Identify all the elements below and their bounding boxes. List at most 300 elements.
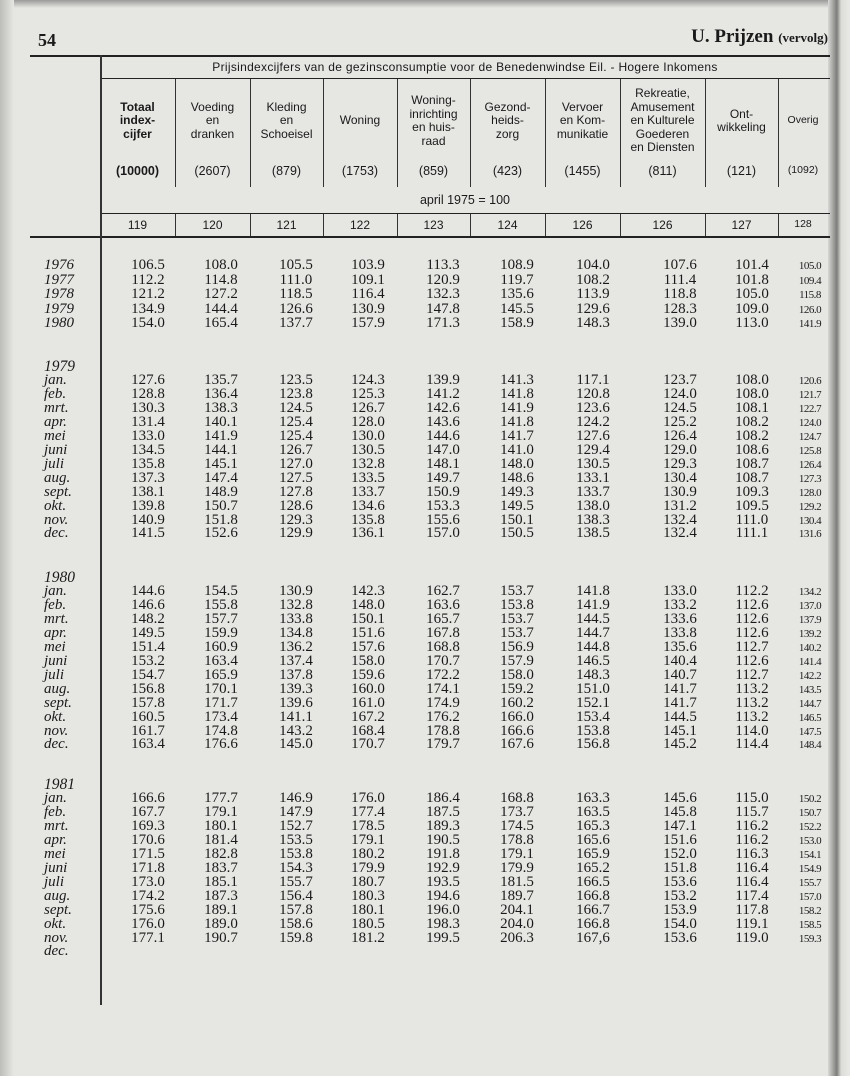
column-weight: (1455) [564,164,601,178]
table-cell: 119.0 [735,929,769,946]
table-cell: 126.7 [279,441,313,458]
table-cell: 166.7 [576,901,610,918]
table-cell: 125.4 [279,427,313,444]
table-cell: 165.7 [426,610,460,627]
table-cell: 140.9 [131,511,165,528]
table-row [0,710,830,725]
table-cell: 192.9 [426,859,460,876]
table-cell: 116.2 [735,831,769,848]
table-cell: 125.4 [279,413,313,430]
table-cell: 151.8 [663,859,697,876]
table-cell: 158.6 [279,915,313,932]
table-cell: 130.9 [663,483,697,500]
column-rule [250,214,251,236]
column-header: Kleding en Schoeisel [260,99,313,141]
table-row [0,737,830,752]
row-label: mei [44,638,66,655]
table-cell: 105.0 [798,260,822,272]
table-cell: 144.5 [576,610,610,627]
table-cell: 148.6 [500,469,534,486]
table-cell: 104.0 [576,257,610,273]
table-cell: 170.1 [204,680,238,697]
table-cell: 206.3 [500,929,534,946]
base-period: april 1975 = 100 [419,193,510,207]
table-cell: 171.5 [131,845,165,862]
year-label: 1980 [44,569,75,586]
column-rule [545,79,546,187]
row-label: nov. [44,511,69,528]
table-cell: 114.4 [735,736,769,753]
column-code: 123 [423,218,444,232]
table-cell: 135.8 [131,455,165,472]
table-cell: 178.8 [426,722,460,739]
table-row [0,443,830,458]
table-cell: 149.5 [500,497,534,514]
table-cell: 129.2 [798,500,822,513]
column-rule [705,79,706,187]
table-cell: 146.6 [131,596,165,613]
table-cell: 163.6 [426,596,460,613]
table-cell: 106.5 [131,257,165,273]
table-cell: 190.7 [204,929,238,946]
column-header: Gezond- heids- zorg [484,99,531,141]
column-header: Woning- inrichting en huis- raad [409,93,458,148]
table-cell: 158.9 [500,315,534,331]
table-cell: 171.8 [131,859,165,876]
table-cell: 161.7 [131,722,165,739]
table-cell: 105.0 [735,286,769,302]
table-cell: 176.0 [131,915,165,932]
column-weight: (2607) [194,164,231,178]
table-row [0,917,830,932]
column-code: 127 [731,218,752,232]
table-cell: 160.9 [204,638,238,655]
table-cell: 134.8 [279,624,313,641]
column-header: Rekreatie, Amusement en Kulturele Goederen en Diensten [630,86,695,155]
table-title: Prijsindexcijfers van de gezinsconsumptie voor de Benedenwindse Eil. - Hogere Inkomens [212,60,718,74]
column-rule [250,79,251,187]
table-row [0,903,830,918]
table-cell: 168.8 [426,638,460,655]
header-bottom-rule [30,236,830,238]
table-cell: 187.3 [204,887,238,904]
table-cell: 181.2 [351,929,385,946]
table-cell: 129.6 [576,300,610,317]
row-label: mrt. [44,399,69,416]
table-cell: 115.8 [799,289,821,301]
table-cell: 108.7 [735,455,769,472]
table-cell: 157.9 [500,652,534,669]
table-cell: 167.2 [351,708,385,725]
table-cell: 118.8 [663,286,697,302]
table-cell: 124.7 [798,430,822,443]
table-cell: 146.5 [576,652,610,669]
column-code: 119 [127,218,148,232]
table-cell: 116.4 [735,859,769,876]
table-cell: 137.3 [131,469,165,486]
table-cell: 167.8 [426,624,460,641]
table-cell: 115.0 [735,790,769,806]
table-cell: 152.7 [279,817,313,834]
table-cell: 117.1 [576,372,610,388]
table-row [0,258,830,273]
column-header: Totaal index- cijfer [119,99,156,141]
table-row [0,847,830,862]
table-cell: 155.6 [426,511,460,528]
column-rule [323,79,324,187]
table-cell: 132.8 [351,455,385,472]
table-cell: 166.6 [131,790,165,806]
table-row [0,861,830,876]
table-cell: 152.6 [204,525,238,542]
table-row [0,640,830,655]
table-cell: 111.4 [663,271,697,288]
table-cell: 108.2 [576,271,610,288]
table-cell: 158.2 [798,904,822,917]
table-cell: 138.3 [576,511,610,528]
table-cell: 136.4 [204,385,238,402]
table-cell: 109.5 [735,497,769,514]
table-cell: 109.0 [735,300,769,317]
table-cell: 153.8 [279,845,313,862]
row-label: okt. [44,708,67,725]
table-cell: 109.3 [735,483,769,500]
table-row [0,931,830,946]
row-label: aug. [44,680,71,697]
table-cell: 153.7 [500,610,534,627]
table-cell: 150.7 [798,806,822,819]
table-cell: 154.7 [131,666,165,683]
table-cell: 112.2 [735,583,769,599]
table-cell: 160.2 [500,694,534,711]
table-cell: 133.5 [351,469,385,486]
table-cell: 144.7 [798,697,822,710]
table-cell: 148.2 [131,610,165,627]
table-cell: 158.0 [351,652,385,669]
table-cell: 129.4 [576,441,610,458]
table-cell: 136.2 [279,638,313,655]
table-cell: 123.5 [279,372,313,388]
table-cell: 125.2 [663,413,697,430]
table-cell: 148.9 [204,483,238,500]
table-cell: 113.9 [576,286,610,302]
row-label: feb. [44,803,67,820]
table-row [0,724,830,739]
table-cell: 155.7 [798,876,822,889]
column-code: 122 [349,218,371,232]
table-cell: 140.4 [663,652,697,669]
table-cell: 107.6 [663,257,697,273]
table-cell: 117.4 [735,887,769,904]
row-label: juli [44,873,65,890]
table-cell: 185.1 [204,873,238,890]
row-label: 1979 [44,300,74,317]
table-cell: 154.9 [798,862,822,875]
table-cell: 147.1 [663,817,697,834]
table-row [0,302,830,317]
table-cell: 113.2 [735,694,769,711]
table-cell: 125.3 [351,385,385,402]
table-cell: 170.7 [351,736,385,753]
table-cell: 148.3 [576,666,610,683]
table-row [0,485,830,500]
table-cell: 153.3 [426,497,460,514]
table-cell: 111.0 [735,511,769,528]
table-cell: 131.6 [798,528,822,541]
column-weight: (10000) [115,164,160,178]
table-cell: 154.3 [279,859,313,876]
table-cell: 179.1 [500,845,534,862]
table-cell: 105.5 [279,257,313,273]
table-cell: 126.7 [351,399,385,416]
table-cell: 113.3 [426,257,460,273]
table-cell: 123.6 [576,399,610,416]
table-cell: 159.9 [204,624,238,641]
row-label: okt. [44,915,67,932]
table-cell: 141.9 [500,399,534,416]
table-cell: 133.1 [576,469,610,486]
table-cell: 157.7 [204,610,238,627]
table-cell: 139.0 [663,315,697,331]
table-cell: 108.0 [204,257,238,273]
table-cell: 151.8 [204,511,238,528]
table-cell: 161.0 [351,694,385,711]
table-cell: 112.6 [735,596,769,613]
table-cell: 204.0 [500,915,534,932]
table-cell: 139.9 [426,372,460,388]
column-rule [397,214,398,236]
table-cell: 142.3 [351,583,385,599]
table-cell: 153.7 [500,583,534,599]
table-cell: 180.3 [351,887,385,904]
page-top-edge [0,0,850,8]
row-label: nov. [44,722,69,739]
column-rule [397,79,398,187]
row-label: mrt. [44,610,69,627]
row-label: juli [44,666,65,683]
table-cell: 132.3 [426,286,460,302]
table-row [0,273,830,288]
table-cell: 167.6 [500,736,534,753]
table-cell: 145.0 [279,736,313,753]
table-cell: 153.7 [500,624,534,641]
table-cell: 189.1 [204,901,238,918]
table-cell: 180.2 [351,845,385,862]
table-cell: 153.6 [663,929,697,946]
table-cell: 112.7 [735,638,769,655]
column-rule [778,214,779,236]
row-label: aug. [44,887,71,904]
table-cell: 174.1 [426,680,460,697]
table-cell: 177.1 [131,929,165,946]
table-cell: 149.5 [131,624,165,641]
table-cell: 141.4 [798,655,822,668]
table-cell: 130.4 [663,469,697,486]
table-cell: 145.6 [663,790,697,806]
row-label: juni [44,652,68,669]
table-cell: 112.6 [735,624,769,641]
table-cell: 147.4 [204,469,238,486]
table-row [0,819,830,834]
table-cell: 158.0 [500,666,534,683]
row-label: jan. [44,372,67,388]
table-cell: 115.7 [735,803,769,820]
table-cell: 204.1 [500,901,534,918]
table-cell: 140.1 [204,413,238,430]
table-cell: 124.3 [351,372,385,388]
table-row [0,889,830,904]
table-cell: 145.2 [663,736,697,753]
table-cell: 134.9 [131,300,165,317]
table-cell: 165.3 [576,817,610,834]
table-cell: 124.2 [576,413,610,430]
table-cell: 127.2 [204,286,238,302]
table-cell: 196.0 [426,901,460,918]
table-cell: 180.7 [351,873,385,890]
table-cell: 130.9 [351,300,385,317]
table-cell: 158.5 [798,918,822,931]
table-cell: 136.1 [351,525,385,542]
table-cell: 157.8 [131,694,165,711]
table-cell: 142.2 [798,669,822,682]
table-cell: 129.3 [663,455,697,472]
table-row [0,875,830,890]
table-row [0,805,830,820]
table-cell: 165.6 [576,831,610,848]
row-label: apr. [44,624,67,641]
column-rule [175,79,176,187]
table-cell: 167,6 [576,929,610,946]
row-label: jan. [44,583,67,599]
column-header: Woning [339,113,381,128]
column-rule [705,214,706,236]
table-cell: 182.8 [204,845,238,862]
table-cell: 113.2 [735,680,769,697]
table-row [0,682,830,697]
table-cell: 145.5 [500,300,534,317]
table-row [0,287,830,302]
table-cell: 127.3 [798,472,822,485]
table-cell: 139.3 [279,680,313,697]
table-cell: 174.2 [131,887,165,904]
table-cell: 156.8 [576,736,610,753]
table-cell: 144.4 [204,300,238,317]
table-cell: 162.7 [426,583,460,599]
table-cell: 146.9 [279,790,313,806]
table-cell: 168.8 [500,790,534,806]
table-cell: 130.5 [576,455,610,472]
table-cell: 112.6 [735,610,769,627]
table-cell: 183.7 [204,859,238,876]
table-cell: 150.5 [500,525,534,542]
table-cell: 166.5 [576,873,610,890]
table-cell: 198.3 [426,915,460,932]
table-cell: 133.7 [351,483,385,500]
table-cell: 135.8 [351,511,385,528]
table-cell: 116.4 [735,873,769,890]
table-cell: 151.6 [351,624,385,641]
table-cell: 127.8 [279,483,313,500]
table-cell: 137.8 [279,666,313,683]
column-weight: (811) [648,164,677,178]
table-cell: 117.8 [735,901,769,918]
table-cell: 121.7 [798,388,822,401]
code-top-rule [100,213,830,214]
table-cell: 134.5 [131,441,165,458]
table-cell: 165.9 [204,666,238,683]
table-cell: 108.9 [500,257,534,273]
table-cell: 148.0 [500,455,534,472]
row-label: 1980 [44,315,74,331]
table-cell: 123.7 [663,372,697,388]
table-cell: 139.6 [279,694,313,711]
year-label: 1981 [44,776,75,793]
column-rule [620,79,621,187]
table-row [0,401,830,416]
table-cell: 114.0 [735,722,769,739]
table-cell: 179.7 [426,736,460,753]
table-cell: 150.1 [351,610,385,627]
column-code: 126 [652,218,673,232]
table-cell: 139.8 [131,497,165,514]
table-row [0,316,830,331]
row-label: dec. [44,525,69,542]
table-cell: 108.7 [735,469,769,486]
table-cell: 131.4 [131,413,165,430]
table-row [0,429,830,444]
table-cell: 171.3 [426,315,460,331]
table-cell: 138.0 [576,497,610,514]
table-cell: 127.6 [576,427,610,444]
table-cell: 181.4 [204,831,238,848]
table-cell: 156.8 [131,680,165,697]
table-cell: 151.4 [131,638,165,655]
table-cell: 145.1 [663,722,697,739]
table-cell: 127.6 [131,372,165,388]
table-cell: 174.8 [204,722,238,739]
table-cell: 144.7 [576,624,610,641]
table-cell: 141.0 [500,441,534,458]
table-row [0,598,830,613]
table-cell: 165.2 [576,859,610,876]
table-cell: 166.0 [500,708,534,725]
table-cell: 125.8 [798,444,822,457]
table-cell: 159.6 [351,666,385,683]
table-cell: 141.7 [663,680,697,697]
page-number: 54 [38,30,56,50]
table-cell: 108.0 [735,372,769,388]
table-cell: 135.6 [500,286,534,302]
table-cell: 157.8 [279,901,313,918]
table-cell: 151.6 [663,831,697,848]
table-cell: 174.9 [426,694,460,711]
table-row [0,373,830,388]
table-cell: 108.2 [735,427,769,444]
column-code: 128 [794,218,812,230]
table-cell: 147.0 [426,441,460,458]
table-cell: 166.6 [500,722,534,739]
table-cell: 116.4 [351,286,385,302]
row-label: apr. [44,413,67,430]
table-row [0,471,830,486]
table-row [0,668,830,683]
table-cell: 189.0 [204,915,238,932]
table-cell: 141.9 [204,427,238,444]
table-cell: 148.4 [798,739,822,752]
table-cell: 133.8 [279,610,313,627]
table-cell: 116.3 [735,845,769,862]
table-cell: 151.0 [576,680,610,697]
